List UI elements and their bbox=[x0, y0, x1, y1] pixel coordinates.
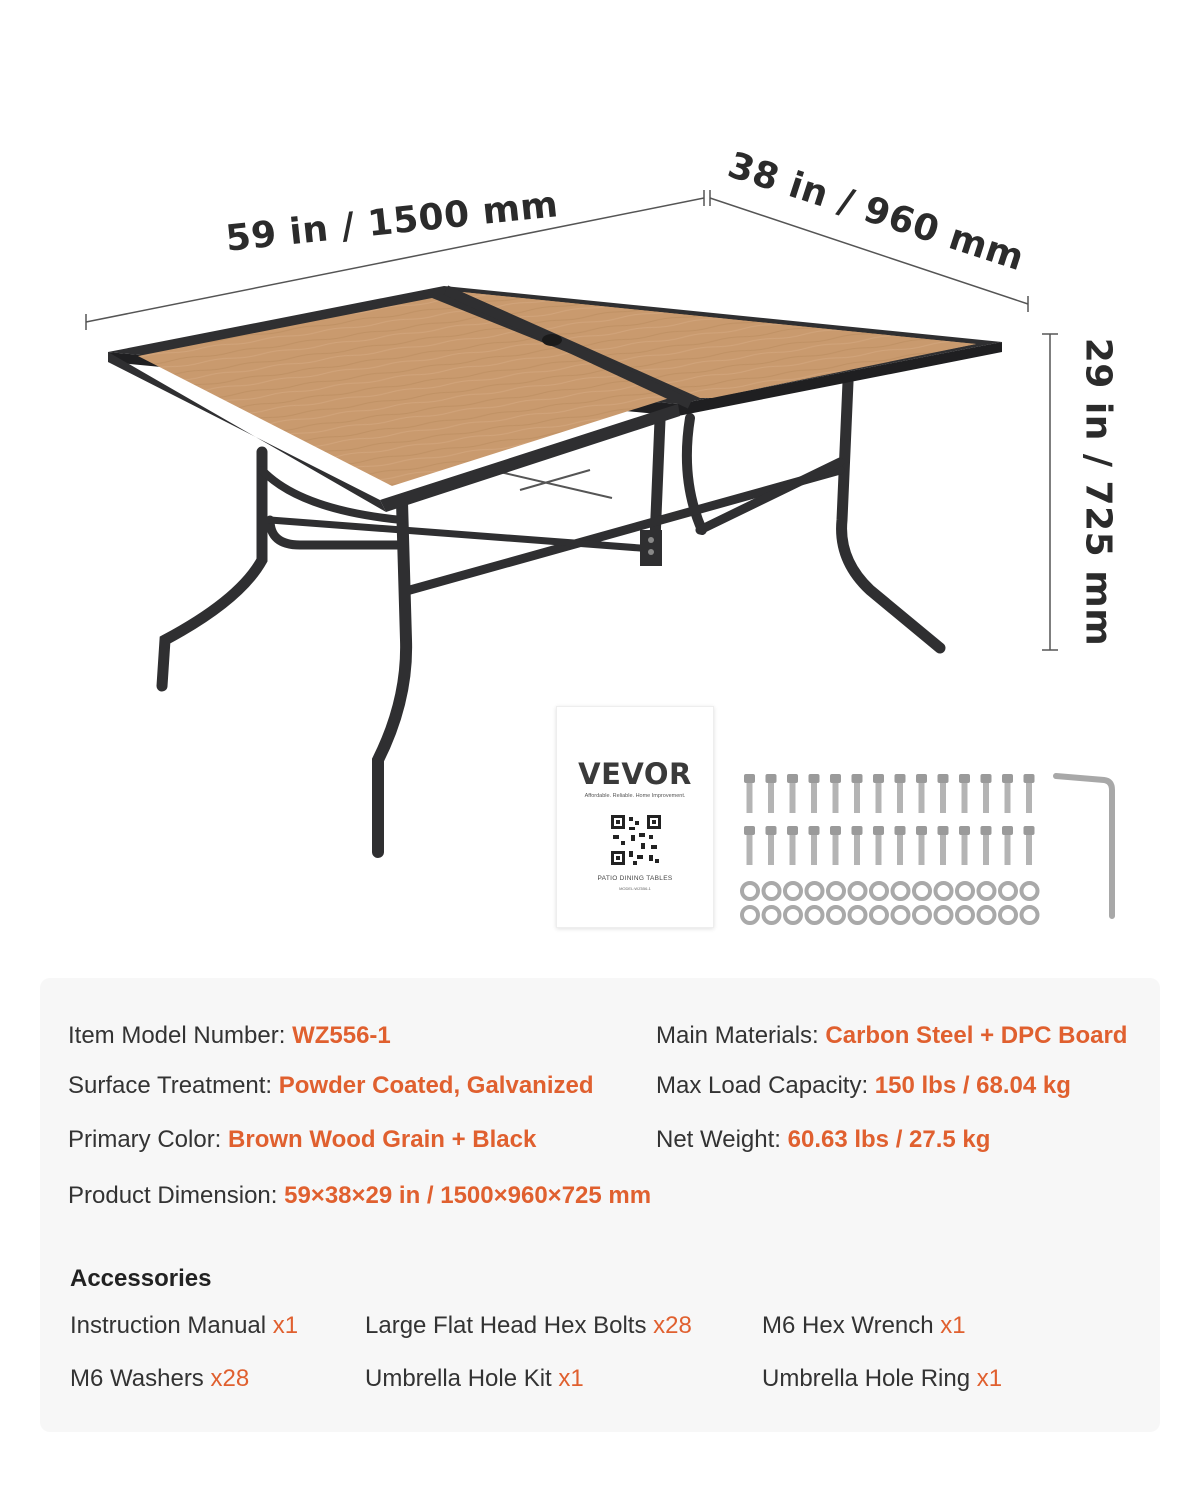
accessory-name: Umbrella Hole Ring bbox=[762, 1365, 971, 1392]
washer-icon bbox=[893, 883, 909, 899]
washer-icon bbox=[979, 907, 995, 923]
accessory-item bbox=[365, 1312, 692, 1340]
bolt-icon bbox=[959, 826, 970, 865]
bolt-icon bbox=[744, 826, 755, 865]
spec-panel bbox=[40, 978, 1160, 1432]
spec-materials-label: Main Materials: bbox=[656, 1022, 819, 1049]
washer-icon bbox=[807, 907, 823, 923]
spec-load bbox=[656, 1072, 1071, 1100]
washer-icon bbox=[936, 883, 952, 899]
bolt-icon bbox=[916, 774, 927, 813]
accessory-item bbox=[365, 1365, 584, 1393]
washer-icon bbox=[893, 907, 909, 923]
table-top bbox=[108, 286, 1002, 512]
accessory-qty: x28 bbox=[210, 1365, 250, 1392]
dimension-line-height bbox=[1042, 334, 1058, 650]
bolt-icon bbox=[895, 826, 906, 865]
hex-wrench-icon bbox=[1056, 776, 1112, 916]
spec-dimension-value: 59×38×29 in / 1500×960×725 mm bbox=[284, 1182, 652, 1209]
accessory-item bbox=[762, 1312, 966, 1340]
bolt-icon bbox=[959, 774, 970, 813]
washer-icon bbox=[957, 907, 973, 923]
spec-dimension-label: Product Dimension: bbox=[68, 1182, 278, 1209]
washer-icon bbox=[785, 883, 801, 899]
washer-icon bbox=[764, 883, 780, 899]
instruction-manual bbox=[556, 706, 714, 928]
washer-icon bbox=[979, 883, 995, 899]
washer-icon bbox=[1000, 907, 1016, 923]
spec-load-label: Max Load Capacity: bbox=[656, 1072, 869, 1099]
manual-model: MODEL:WZ556-1 bbox=[619, 886, 651, 891]
bolt-icon bbox=[916, 826, 927, 865]
bolt-icon bbox=[809, 774, 820, 813]
spec-model-label: Item Model Number: bbox=[68, 1022, 286, 1049]
washer-icon bbox=[785, 907, 801, 923]
washer-icon bbox=[957, 883, 973, 899]
bolt-icon bbox=[873, 774, 884, 813]
accessory-item bbox=[70, 1365, 249, 1393]
qr-code-icon bbox=[611, 815, 661, 865]
manual-title: PATIO DINING TABLES bbox=[597, 875, 673, 882]
accessories-title: Accessories bbox=[70, 1265, 212, 1292]
umbrella-support bbox=[640, 530, 662, 566]
washer-icon bbox=[936, 907, 952, 923]
bolt-icon bbox=[787, 774, 798, 813]
bolt-icon bbox=[830, 826, 841, 865]
accessory-qty: x1 bbox=[272, 1312, 299, 1339]
bolt-icon bbox=[852, 774, 863, 813]
accessory-qty: x1 bbox=[976, 1365, 1003, 1392]
bolt-icon bbox=[830, 774, 841, 813]
umbrella-hole bbox=[542, 334, 562, 346]
manual-tagline: Affordable. Reliable. Home Improvement. bbox=[584, 793, 686, 799]
bolt-icon bbox=[1024, 774, 1035, 813]
bolt-icon bbox=[938, 826, 949, 865]
bolt-icon bbox=[938, 774, 949, 813]
spec-color-value: Brown Wood Grain + Black bbox=[228, 1126, 537, 1153]
bolt-icon bbox=[766, 826, 777, 865]
accessory-qty: x1 bbox=[940, 1312, 966, 1339]
washer-icon bbox=[1022, 907, 1038, 923]
bolt-icon bbox=[809, 826, 820, 865]
spec-materials-value: Carbon Steel + DPC Board bbox=[825, 1022, 1128, 1049]
accessory-name: M6 Washers bbox=[70, 1365, 204, 1392]
washer-icon bbox=[807, 883, 823, 899]
spec-dimension bbox=[68, 1182, 651, 1210]
bolt-icon bbox=[852, 826, 863, 865]
spec-materials bbox=[656, 1022, 1127, 1050]
washer-icon bbox=[871, 883, 887, 899]
bolt-icon bbox=[1024, 826, 1035, 865]
bolt-icon bbox=[744, 774, 755, 813]
washer-icon bbox=[871, 907, 887, 923]
washer-icon bbox=[828, 907, 844, 923]
bolt-icon bbox=[766, 774, 777, 813]
accessory-qty: x28 bbox=[653, 1312, 692, 1339]
washer-icon bbox=[764, 907, 780, 923]
dimension-width-label: 59 in / 1500 mm bbox=[223, 184, 561, 260]
washer-icon bbox=[850, 883, 866, 899]
washer-icon bbox=[742, 907, 758, 923]
bolt-icon bbox=[873, 826, 884, 865]
spec-model-value: WZ556-1 bbox=[292, 1022, 391, 1049]
bolt-icon bbox=[787, 826, 798, 865]
spec-surface-label: Surface Treatment: bbox=[68, 1072, 273, 1099]
spec-load-value: 150 lbs / 68.04 kg bbox=[874, 1072, 1071, 1099]
accessory-item bbox=[762, 1365, 1002, 1393]
accessory-name: M6 Hex Wrench bbox=[762, 1312, 934, 1339]
spec-model bbox=[68, 1022, 391, 1050]
spec-surface bbox=[68, 1072, 594, 1100]
spec-surface-value: Powder Coated, Galvanized bbox=[278, 1072, 594, 1099]
accessory-item bbox=[70, 1312, 298, 1340]
washer-icon bbox=[850, 907, 866, 923]
accessory-name: Umbrella Hole Kit bbox=[365, 1365, 552, 1392]
dimension-height-label: 29 in / 725 mm bbox=[1077, 337, 1119, 647]
manual-brand-logo: VEVOR bbox=[578, 757, 692, 791]
washers bbox=[742, 883, 1038, 923]
spec-color-label: Primary Color: bbox=[68, 1126, 222, 1153]
bolt-icon bbox=[981, 774, 992, 813]
bolt-icon bbox=[981, 826, 992, 865]
hex-bolts bbox=[744, 774, 1035, 865]
bolt-icon bbox=[895, 774, 906, 813]
spec-weight-label: Net Weight: bbox=[656, 1126, 781, 1153]
washer-icon bbox=[1022, 883, 1038, 899]
accessory-name: Large Flat Head Hex Bolts bbox=[365, 1312, 647, 1339]
accessory-qty: x1 bbox=[558, 1365, 584, 1392]
washer-icon bbox=[914, 907, 930, 923]
dimension-depth-label: 38 in / 960 mm bbox=[722, 144, 1030, 280]
spec-color bbox=[68, 1126, 536, 1154]
washer-icon bbox=[828, 883, 844, 899]
bolt-icon bbox=[1002, 774, 1013, 813]
washer-icon bbox=[1000, 883, 1016, 899]
spec-weight-value: 60.63 lbs / 27.5 kg bbox=[787, 1126, 991, 1153]
bolt-icon bbox=[1002, 826, 1013, 865]
accessory-name: Instruction Manual bbox=[70, 1312, 267, 1339]
washer-icon bbox=[742, 883, 758, 899]
spec-weight bbox=[656, 1126, 990, 1154]
washer-icon bbox=[914, 883, 930, 899]
